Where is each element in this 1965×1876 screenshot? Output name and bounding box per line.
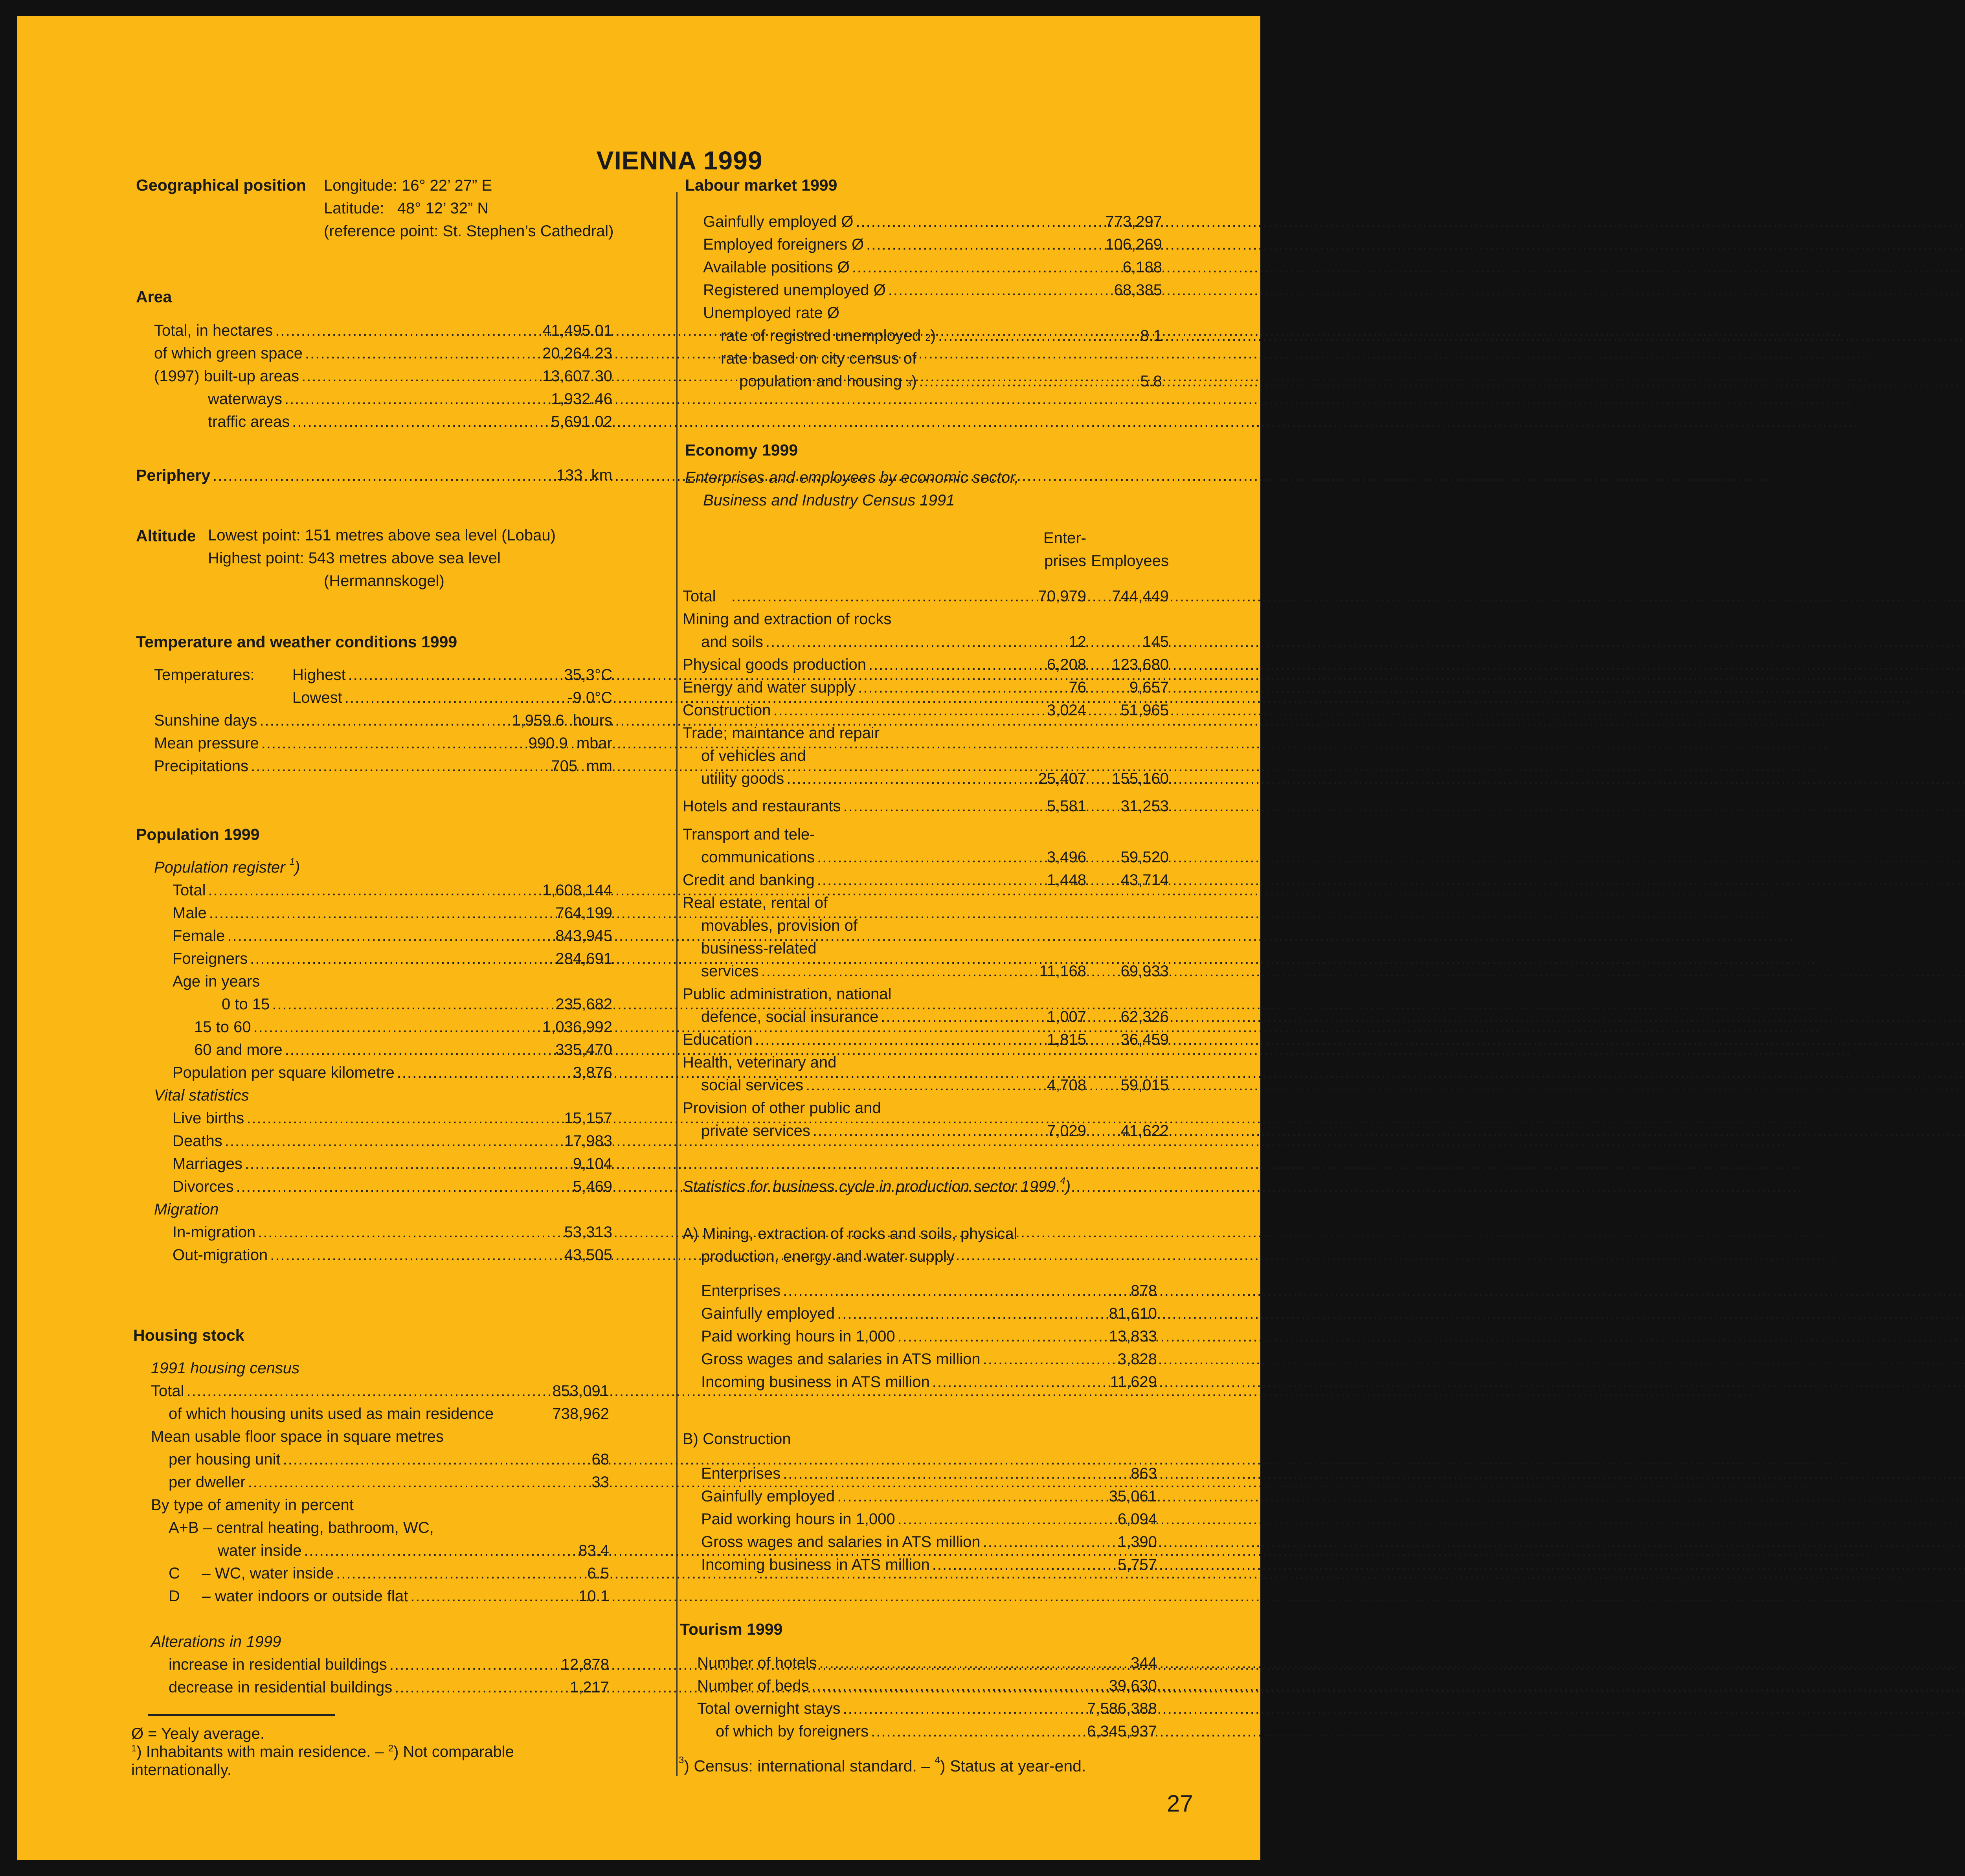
footnote-3-4: $^3$) Census: international standard. – $^4$) Status at year-end. [679,1755,1086,1775]
housing-row: water inside ..... [218,1539,528,1562]
altitude-highest-place: (Hermannskogel) [324,572,444,590]
economy-row: Total ..... [683,585,986,608]
economy-row: services ..... [701,960,986,983]
cycle-b-row: Gainfully employed ..... [701,1485,1077,1508]
population-row: Population per square kilometre ..... [173,1061,531,1084]
weather-row: Lowest ..... [292,686,531,709]
page-title: VIENNA 1999 [596,146,763,175]
economy-employees: 51,965 [1120,702,1169,719]
population-value: 284,691 [555,950,612,967]
area-row: (1997) built-up areas ..... [154,365,531,388]
economy-label-real-2: movables, provision of [701,917,858,934]
cycle-b-value: 5,757 [1117,1556,1157,1573]
economy-enterprises: 5,581 [1047,797,1086,815]
population-row: Total ..... [173,879,531,902]
housing-value: 33 [591,1474,609,1491]
housing-census-label: 1991 housing census [151,1360,300,1377]
weather-value: 1,959.6 hours [512,712,612,729]
footnote-rule [148,1714,335,1716]
cycle-a-heading-2: production, energy and water supply [701,1248,955,1265]
housing-heading: Housing stock [133,1326,244,1344]
cycle-b-row: Paid working hours in 1,000 ..... [701,1508,1077,1531]
economy-employees: 145 [1142,633,1169,650]
tourism-value: 39,630 [1109,1677,1157,1694]
economy-label-trade-2: of vehicles and [701,747,806,764]
area-row: traffic areas ..... [208,410,531,433]
economy-row: social services ..... [701,1074,986,1097]
population-value: 1,608,144 [542,882,612,899]
population-value: 43,505 [564,1246,612,1264]
population-row: 15 to 60 ..... [194,1016,531,1038]
tourism-row: Number of hotels ..... [697,1652,1077,1674]
cycle-a-row: Enterprises ..... [701,1279,1077,1302]
population-value: 17,983 [564,1132,612,1150]
weather-value: 990.9 mbar [528,735,612,752]
housing-row: increase in residential buildings ..... [169,1653,528,1676]
area-row: waterways ..... [208,388,531,410]
tourism-heading: Tourism 1999 [680,1620,783,1638]
housing-value: 10.1 [578,1588,609,1605]
cycle-a-value: 13,833 [1109,1328,1157,1345]
economy-row: Physical goods production ..... [683,653,986,676]
weather-heading: Temperature and weather conditions 1999 [136,633,457,651]
cycle-b-row: Enterprises ..... [701,1462,1077,1485]
cycle-b-value: 6,094 [1117,1510,1157,1528]
population-row: 60 and more ..... [194,1038,531,1061]
page [17,16,1260,1860]
weather-value: -9.0°C [567,689,612,706]
cycle-a-row: Paid working hours in 1,000 ..... [701,1325,1077,1348]
economy-employees: 9,657 [1129,679,1169,696]
labour-value: 68,385 [1114,281,1162,299]
population-value: 53,313 [564,1224,612,1241]
weather-row: Sunshine days ..... [154,709,531,732]
population-row: Marriages ..... [173,1152,531,1175]
economy-enterprises: 70,979 [1038,588,1086,605]
economy-label-real-3: business-related [701,940,817,957]
population-row: Out-migration ..... [173,1244,531,1266]
labour-value: 5.8 [1140,373,1162,390]
area-value: 41,495.01 [542,322,612,339]
col-employees-header: Employees [1091,552,1169,570]
population-value: 5,469 [573,1178,612,1195]
population-row: Live births ..... [173,1107,531,1130]
cycle-a-row: Incoming business in ATS million ..... [701,1371,1077,1393]
altitude-heading: Altitude [136,527,196,545]
population-row: Divorces ..... [173,1175,531,1198]
cycle-b-value: 863 [1131,1465,1157,1482]
economy-enterprises: 25,407 [1038,770,1086,787]
footnote-1-2: $^1$) Inhabitants with main residence. – $^2$) Not comparable [131,1743,514,1760]
economy-employees: 62,326 [1120,1008,1169,1025]
economy-row: Energy and water supply ..... [683,676,986,699]
labour-value: 106,269 [1105,236,1162,253]
economy-enterprises: 11,168 [1039,963,1086,980]
tourism-row: of which by foreigners ..... [716,1720,1077,1743]
cycle-b-value: 35,061 [1109,1488,1157,1505]
amenity-label: By type of amenity in percent [151,1496,354,1514]
housing-row: per housing unit ..... [169,1448,528,1471]
weather-row: Highest ..... [292,663,531,686]
area-value: 20,264.23 [542,345,612,362]
cycle-a-value: 878 [1131,1282,1157,1299]
economy-row: Construction ..... [683,699,986,722]
tourism-row: Number of beds ..... [697,1674,1077,1697]
economy-enterprises: 1,007 [1047,1008,1086,1025]
area-value: 1,932.46 [551,390,612,408]
economy-employees: 59,015 [1120,1077,1169,1094]
unemployed-rate-label: Unemployed rate Ø [703,304,839,322]
population-row: Foreigners ..... [173,947,531,970]
population-register-label: Population register $^1$) [154,856,300,876]
cycle-b-value: 1,390 [1117,1533,1157,1551]
geo-reference: (reference point: St. Stephen’s Cathedral) [324,222,614,240]
population-row: 0 to 15 ..... [222,993,531,1016]
cycle-b-heading: B) Construction [683,1430,791,1448]
weather-value: 705 mm [551,757,612,775]
cycle-a-value: 81,610 [1109,1305,1157,1322]
economy-enterprises: 76 [1069,679,1086,696]
population-row: Female ..... [173,924,531,947]
economy-row: and soils ..... [701,630,986,653]
economy-row: Education ..... [683,1028,986,1051]
cycle-a-row: Gainfully employed ..... [701,1302,1077,1325]
population-value: 235,682 [555,996,612,1013]
migration-label: Migration [154,1201,219,1218]
population-value: 843,945 [555,927,612,944]
weather-row: Mean pressure ..... [154,732,531,755]
rate-city-census-label: rate based on city census of [721,350,917,367]
population-row: Deaths ..... [173,1130,531,1152]
periphery-row: Periphery ..... [136,464,531,487]
housing-value: 1,217 [569,1679,609,1696]
weather-row: Precipitations ..... [154,755,531,777]
housing-row: Total ..... [151,1380,528,1402]
labour-row: Gainfully employed Ø ..... [703,210,1082,233]
geo-heading: Geographical position [136,176,306,194]
geo-latitude: Latitude: 48° 12’ 32” N [324,200,489,217]
col-enterprises-header-2: prises [1044,552,1086,570]
labour-row: Employed foreigners Ø ..... [703,233,1082,256]
economy-row: defence, social insurance ..... [701,1005,986,1028]
economy-enterprises: 1,815 [1047,1031,1086,1048]
economy-enterprises: 6,208 [1047,656,1086,673]
economy-label-health: Health, veterinary and [683,1054,837,1071]
area-value: 5,691.02 [551,413,612,430]
economy-employees: 155,160 [1112,770,1169,787]
labour-heading: Labour market 1999 [685,176,837,194]
labour-row: population and housing 3 ) ..... [739,370,1082,393]
col-enterprises-header-1: Enter- [1043,529,1086,547]
economy-employees: 41,622 [1120,1122,1169,1139]
housing-row: of which housing units used as main residence [169,1405,494,1422]
housing-row: decrease in residential buildings ..... [169,1676,528,1699]
population-value: 335,470 [555,1041,612,1058]
housing-value: 6.5 [587,1565,609,1582]
periphery-value: 133 km [556,467,612,484]
housing-value: 738,962 [552,1405,609,1422]
economy-enterprises: 3,496 [1047,849,1086,866]
alterations-label: Alterations in 1999 [151,1633,281,1650]
housing-value: 853,091 [552,1382,609,1400]
population-row: Male ..... [173,902,531,924]
amenity-ab-label: A+B – central heating, bathroom, WC, [169,1519,434,1536]
economy-employees: 69,933 [1120,963,1169,980]
economy-enterprises: 7,029 [1047,1122,1086,1139]
economy-row: private services ..... [701,1119,986,1142]
labour-row: Registered unemployed Ø ..... [703,279,1082,301]
footnote-continued: internationally. [131,1761,231,1779]
housing-value: 12,878 [561,1656,609,1673]
page-number: 27 [1167,1790,1193,1817]
area-heading: Area [136,288,172,306]
area-row: Total, in hectares ..... [154,319,531,342]
economy-employees: 744,449 [1112,588,1169,605]
economy-subtitle-2: Business and Industry Census 1991 [703,492,955,509]
cycle-a-value: 3,828 [1117,1350,1157,1368]
cycle-a-value: 11,629 [1110,1373,1157,1391]
cycle-b-row: Gross wages and salaries in ATS million ..... [701,1531,1077,1553]
temperatures-label: Temperatures: [154,666,255,684]
population-row: In-migration ..... [173,1221,531,1244]
cycle-heading: Statistics for business cycle in production sector 1999 $^4$) [683,1176,1071,1195]
weather-value: 35,3°C [564,666,612,684]
tourism-row: Total overnight stays ..... [697,1697,1077,1720]
labour-value: 6,188 [1122,259,1162,276]
economy-employees: 43,714 [1120,871,1169,889]
tourism-value: 6,345,937 [1087,1723,1157,1740]
vital-statistics-label: Vital statistics [154,1087,249,1104]
altitude-highest: Highest point: 543 metres above sea level [208,549,501,567]
labour-value: 773,297 [1105,213,1162,230]
population-value: 1,036,992 [542,1018,612,1036]
housing-row: C – WC, water inside ..... [169,1562,528,1585]
age-label: Age in years [173,973,260,990]
population-value: 764,199 [555,904,612,922]
economy-row: Hotels and restaurants ..... [683,795,986,818]
labour-value: 8.1 [1140,327,1162,344]
economy-row: Credit and banking ..... [683,869,986,891]
economy-employees: 123,680 [1112,656,1169,673]
population-heading: Population 1999 [136,825,260,843]
economy-label-other: Provision of other public and [683,1099,881,1117]
cycle-a-row: Gross wages and salaries in ATS million ..... [701,1348,1077,1371]
area-value: 13,607.30 [542,367,612,385]
population-value: 3,876 [573,1064,612,1081]
area-row: of which green space ..... [154,342,531,365]
cycle-b-row: Incoming business in ATS million ..... [701,1553,1077,1576]
labour-row: Available positions Ø ..... [703,256,1082,279]
housing-row: per dweller ..... [169,1471,528,1494]
economy-enterprises: 4,708 [1047,1077,1086,1094]
housing-value: 68 [591,1451,609,1468]
economy-label-public: Public administration, national [683,985,892,1003]
floor-space-label: Mean usable floor space in square metres [151,1428,444,1445]
economy-label-transport: Transport and tele- [683,826,815,843]
geo-longitude: Longitude: 16° 22’ 27” E [324,177,492,194]
economy-enterprises: 3,024 [1047,702,1086,719]
economy-employees: 31,253 [1120,797,1169,815]
tourism-value: 344 [1131,1654,1157,1672]
population-value: 9,104 [573,1155,612,1172]
economy-enterprises: 12 [1069,633,1086,650]
economy-employees: 59,520 [1120,849,1169,866]
economy-employees: 36,459 [1120,1031,1169,1048]
economy-enterprises: 1,448 [1047,871,1086,889]
housing-value: 83.4 [578,1542,609,1559]
population-value: 15,157 [564,1110,612,1127]
economy-label-mining: Mining and extraction of rocks [683,610,892,628]
economy-heading: Economy 1999 [685,441,798,459]
labour-row: rate of registred unemployed 2 ) ..... [721,324,1082,347]
economy-label-trade-1: Trade; maintance and repair [683,724,880,742]
economy-row: utility goods ..... [701,767,986,790]
altitude-lowest: Lowest point: 151 metres above sea level (Lobau) [208,527,556,544]
economy-label-real-1: Real estate, rental of [683,894,828,911]
economy-subtitle-1: Enterprises and employees by economic sector, [685,469,1019,486]
housing-row: D – water indoors or outside flat ..... [169,1585,528,1608]
economy-row: communications ..... [701,846,986,869]
footnote-average: Ø = Yealy average. [131,1725,265,1742]
cycle-a-heading-1: A) Mining, extraction of rocks and soils, physical [683,1225,1017,1242]
tourism-value: 7,586,388 [1087,1700,1157,1717]
